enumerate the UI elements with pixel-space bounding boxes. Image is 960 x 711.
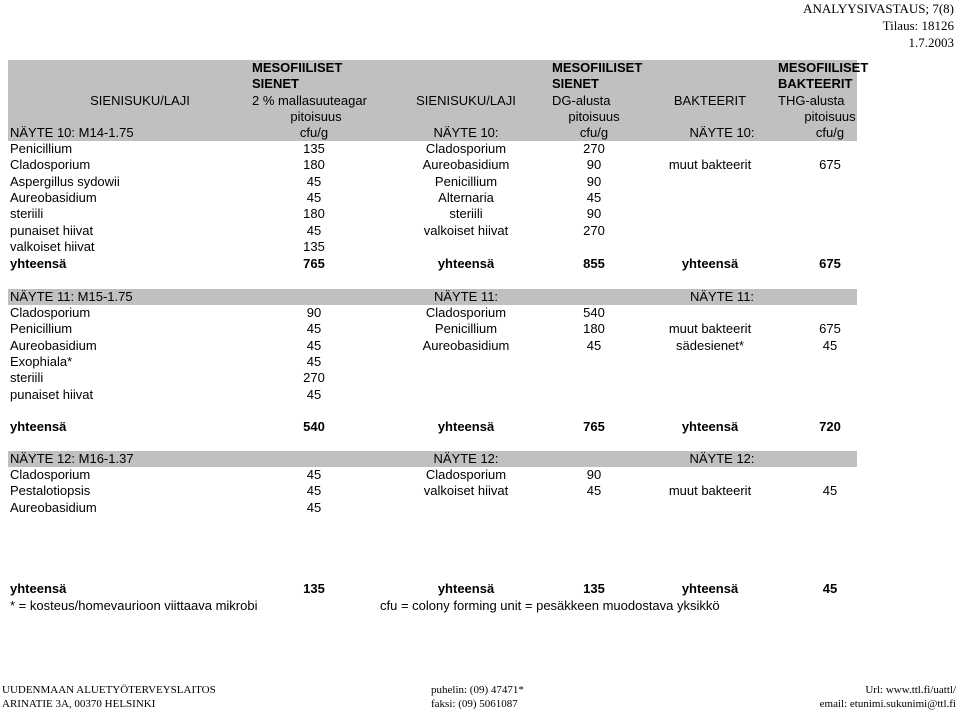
table-cell: 90 — [586, 157, 602, 172]
total-cell: 765 — [303, 256, 325, 271]
col-fungi-malt-title-2: SIENET — [252, 76, 299, 91]
table-cell: 135 — [303, 141, 325, 156]
col-species-label-2: SIENISUKU/LAJI — [416, 93, 516, 108]
table-cell: Cladosporium — [425, 305, 507, 320]
table-cell: 180 — [303, 157, 325, 172]
table-cell: punaiset hiivat — [10, 223, 94, 238]
col-bacteria-thg-unit: pitoisuus — [804, 109, 856, 124]
table-cell: Cladosporium — [425, 141, 507, 156]
table-cell: 45 — [586, 190, 602, 205]
table-cell: 45 — [822, 338, 838, 353]
table-cell: 270 — [583, 223, 605, 238]
sample-id-dg: NÄYTE 12: — [433, 451, 499, 466]
table-cell: 270 — [583, 141, 605, 156]
total-cell: yhteensä — [437, 256, 495, 271]
total-cell: yhteensä — [437, 419, 495, 434]
total-cell: yhteensä — [681, 256, 739, 271]
total-cell: 45 — [822, 581, 838, 596]
sample-id-bacteria: NÄYTE 12: — [689, 451, 755, 466]
table-cell: steriili — [10, 370, 44, 385]
sample-id-dg: NÄYTE 10: — [433, 125, 499, 140]
table-cell: valkoiset hiivat — [10, 239, 95, 254]
col-fungi-dg-title-1: MESOFIILISET — [552, 60, 643, 75]
table-cell: punaiset hiivat — [10, 387, 94, 402]
table-cell: Exophiala* — [10, 354, 73, 369]
table-cell: 45 — [306, 467, 322, 482]
table-cell: Cladosporium — [425, 467, 507, 482]
total-cell: yhteensä — [10, 581, 67, 596]
table-cell: muut bakteerit — [668, 157, 752, 172]
table-cell: steriili — [449, 206, 483, 221]
table-cell: Aureobasidium — [422, 338, 510, 353]
table-cell: 45 — [822, 483, 838, 498]
table-cell: 45 — [306, 174, 322, 189]
sample-id: NÄYTE 12: M16-1.37 — [10, 451, 134, 466]
col-species-label-1: SIENISUKU/LAJI — [90, 93, 190, 108]
footer-fax: faksi: (09) 5061087 — [431, 698, 518, 710]
table-cell: 45 — [306, 500, 322, 515]
footer-url[interactable]: Url: www.ttl.fi/uattl/ — [865, 684, 956, 696]
table-cell: 90 — [306, 305, 322, 320]
table-cell: 45 — [586, 338, 602, 353]
col-bacteria-thg-medium: THG-alusta — [778, 93, 845, 108]
total-cell: 540 — [303, 419, 325, 434]
table-cell: Alternaria — [438, 190, 494, 205]
table-cell: Cladosporium — [10, 305, 91, 320]
unit-label: cfu/g — [579, 125, 609, 140]
col-fungi-dg-title-2: SIENET — [552, 76, 599, 91]
table-cell: Aureobasidium — [422, 157, 510, 172]
col-bacteria-thg-title-1: MESOFIILISET — [778, 60, 869, 75]
table-cell: Penicillium — [10, 141, 73, 156]
total-cell: 135 — [303, 581, 325, 596]
table-cell: muut bakteerit — [668, 321, 752, 336]
table-cell: 540 — [583, 305, 605, 320]
cfu-note: cfu = colony forming unit = pesäkkeen muodostava yksikkö — [380, 598, 720, 613]
sample-id-bacteria: NÄYTE 11: — [689, 289, 755, 304]
table-cell: Aureobasidium — [10, 500, 97, 515]
sample-id: NÄYTE 11: M15-1.75 — [10, 289, 133, 304]
total-cell: 675 — [819, 256, 841, 271]
sample-id-dg: NÄYTE 11: — [433, 289, 499, 304]
table-cell: muut bakteerit — [668, 483, 752, 498]
document-title: ANALYYSIVASTAUS; 7(8) — [803, 1, 954, 16]
table-cell: 45 — [306, 483, 322, 498]
table-cell: Aureobasidium — [10, 338, 97, 353]
table-cell: steriili — [10, 206, 44, 221]
table-cell: 45 — [306, 338, 322, 353]
table-cell: 675 — [819, 321, 841, 336]
table-cell: Penicillium — [10, 321, 73, 336]
table-cell: 45 — [306, 321, 322, 336]
col-fungi-malt-unit: pitoisuus — [290, 109, 342, 124]
table-cell: 675 — [819, 157, 841, 172]
table-cell: Cladosporium — [10, 157, 91, 172]
table-cell: 90 — [586, 174, 602, 189]
sample-id: NÄYTE 10: M14-1.75 — [10, 125, 134, 140]
table-cell: 45 — [306, 387, 322, 402]
table-cell: 45 — [306, 354, 322, 369]
col-bacteria-thg-title-2: BAKTEERIT — [778, 76, 853, 91]
order-number: Tilaus: 18126 — [882, 18, 954, 33]
footer-org: UUDENMAAN ALUETYÖTERVEYSLAITOS — [2, 684, 216, 696]
unit-label: cfu/g — [299, 125, 329, 140]
table-cell: 45 — [586, 483, 602, 498]
table-cell: 180 — [303, 206, 325, 221]
col-fungi-malt-medium: 2 % mallasuuteagar — [252, 93, 367, 108]
table-cell: Aureobasidium — [10, 190, 97, 205]
table-cell: 135 — [303, 239, 325, 254]
footer-email[interactable]: email: etunimi.sukunimi@ttl.fi — [819, 698, 956, 710]
table-cell: Cladosporium — [10, 467, 91, 482]
unit-label: cfu/g — [815, 125, 845, 140]
col-fungi-malt-title-1: MESOFIILISET — [252, 60, 343, 75]
total-cell: yhteensä — [10, 256, 67, 271]
table-cell: sädesienet* — [676, 338, 744, 353]
total-cell: 135 — [583, 581, 605, 596]
table-cell: 90 — [586, 467, 602, 482]
col-bacteria-label: BAKTEERIT — [673, 93, 747, 108]
total-cell: yhteensä — [681, 581, 739, 596]
report-date: 1.7.2003 — [908, 35, 954, 50]
table-cell: 45 — [306, 190, 322, 205]
table-cell: valkoiset hiivat — [423, 223, 509, 238]
table-cell: 180 — [583, 321, 605, 336]
table-cell: 45 — [306, 223, 322, 238]
asterisk-note: * = kosteus/homevaurioon viittaava mikrobi — [10, 598, 258, 613]
col-fungi-dg-medium: DG-alusta — [552, 93, 611, 108]
total-cell: 855 — [583, 256, 605, 271]
total-cell: yhteensä — [681, 419, 739, 434]
footer-phone: puhelin: (09) 47471* — [431, 684, 524, 696]
footer-address: ARINATIE 3A, 00370 HELSINKI — [2, 698, 156, 710]
total-cell: 720 — [819, 419, 841, 434]
table-cell: 90 — [586, 206, 602, 221]
document-header — [803, 0, 954, 51]
table-cell: Penicillium — [434, 174, 498, 189]
table-cell: 270 — [303, 370, 325, 385]
table-cell: Pestalotiopsis — [10, 483, 91, 498]
total-cell: 765 — [583, 419, 605, 434]
table-cell: Aspergillus sydowii — [10, 174, 120, 189]
table-cell: valkoiset hiivat — [423, 483, 509, 498]
sample-id-bacteria: NÄYTE 10: — [689, 125, 755, 140]
col-fungi-dg-unit: pitoisuus — [568, 109, 620, 124]
table-cell: Penicillium — [434, 321, 498, 336]
total-cell: yhteensä — [437, 581, 495, 596]
total-cell: yhteensä — [10, 419, 67, 434]
